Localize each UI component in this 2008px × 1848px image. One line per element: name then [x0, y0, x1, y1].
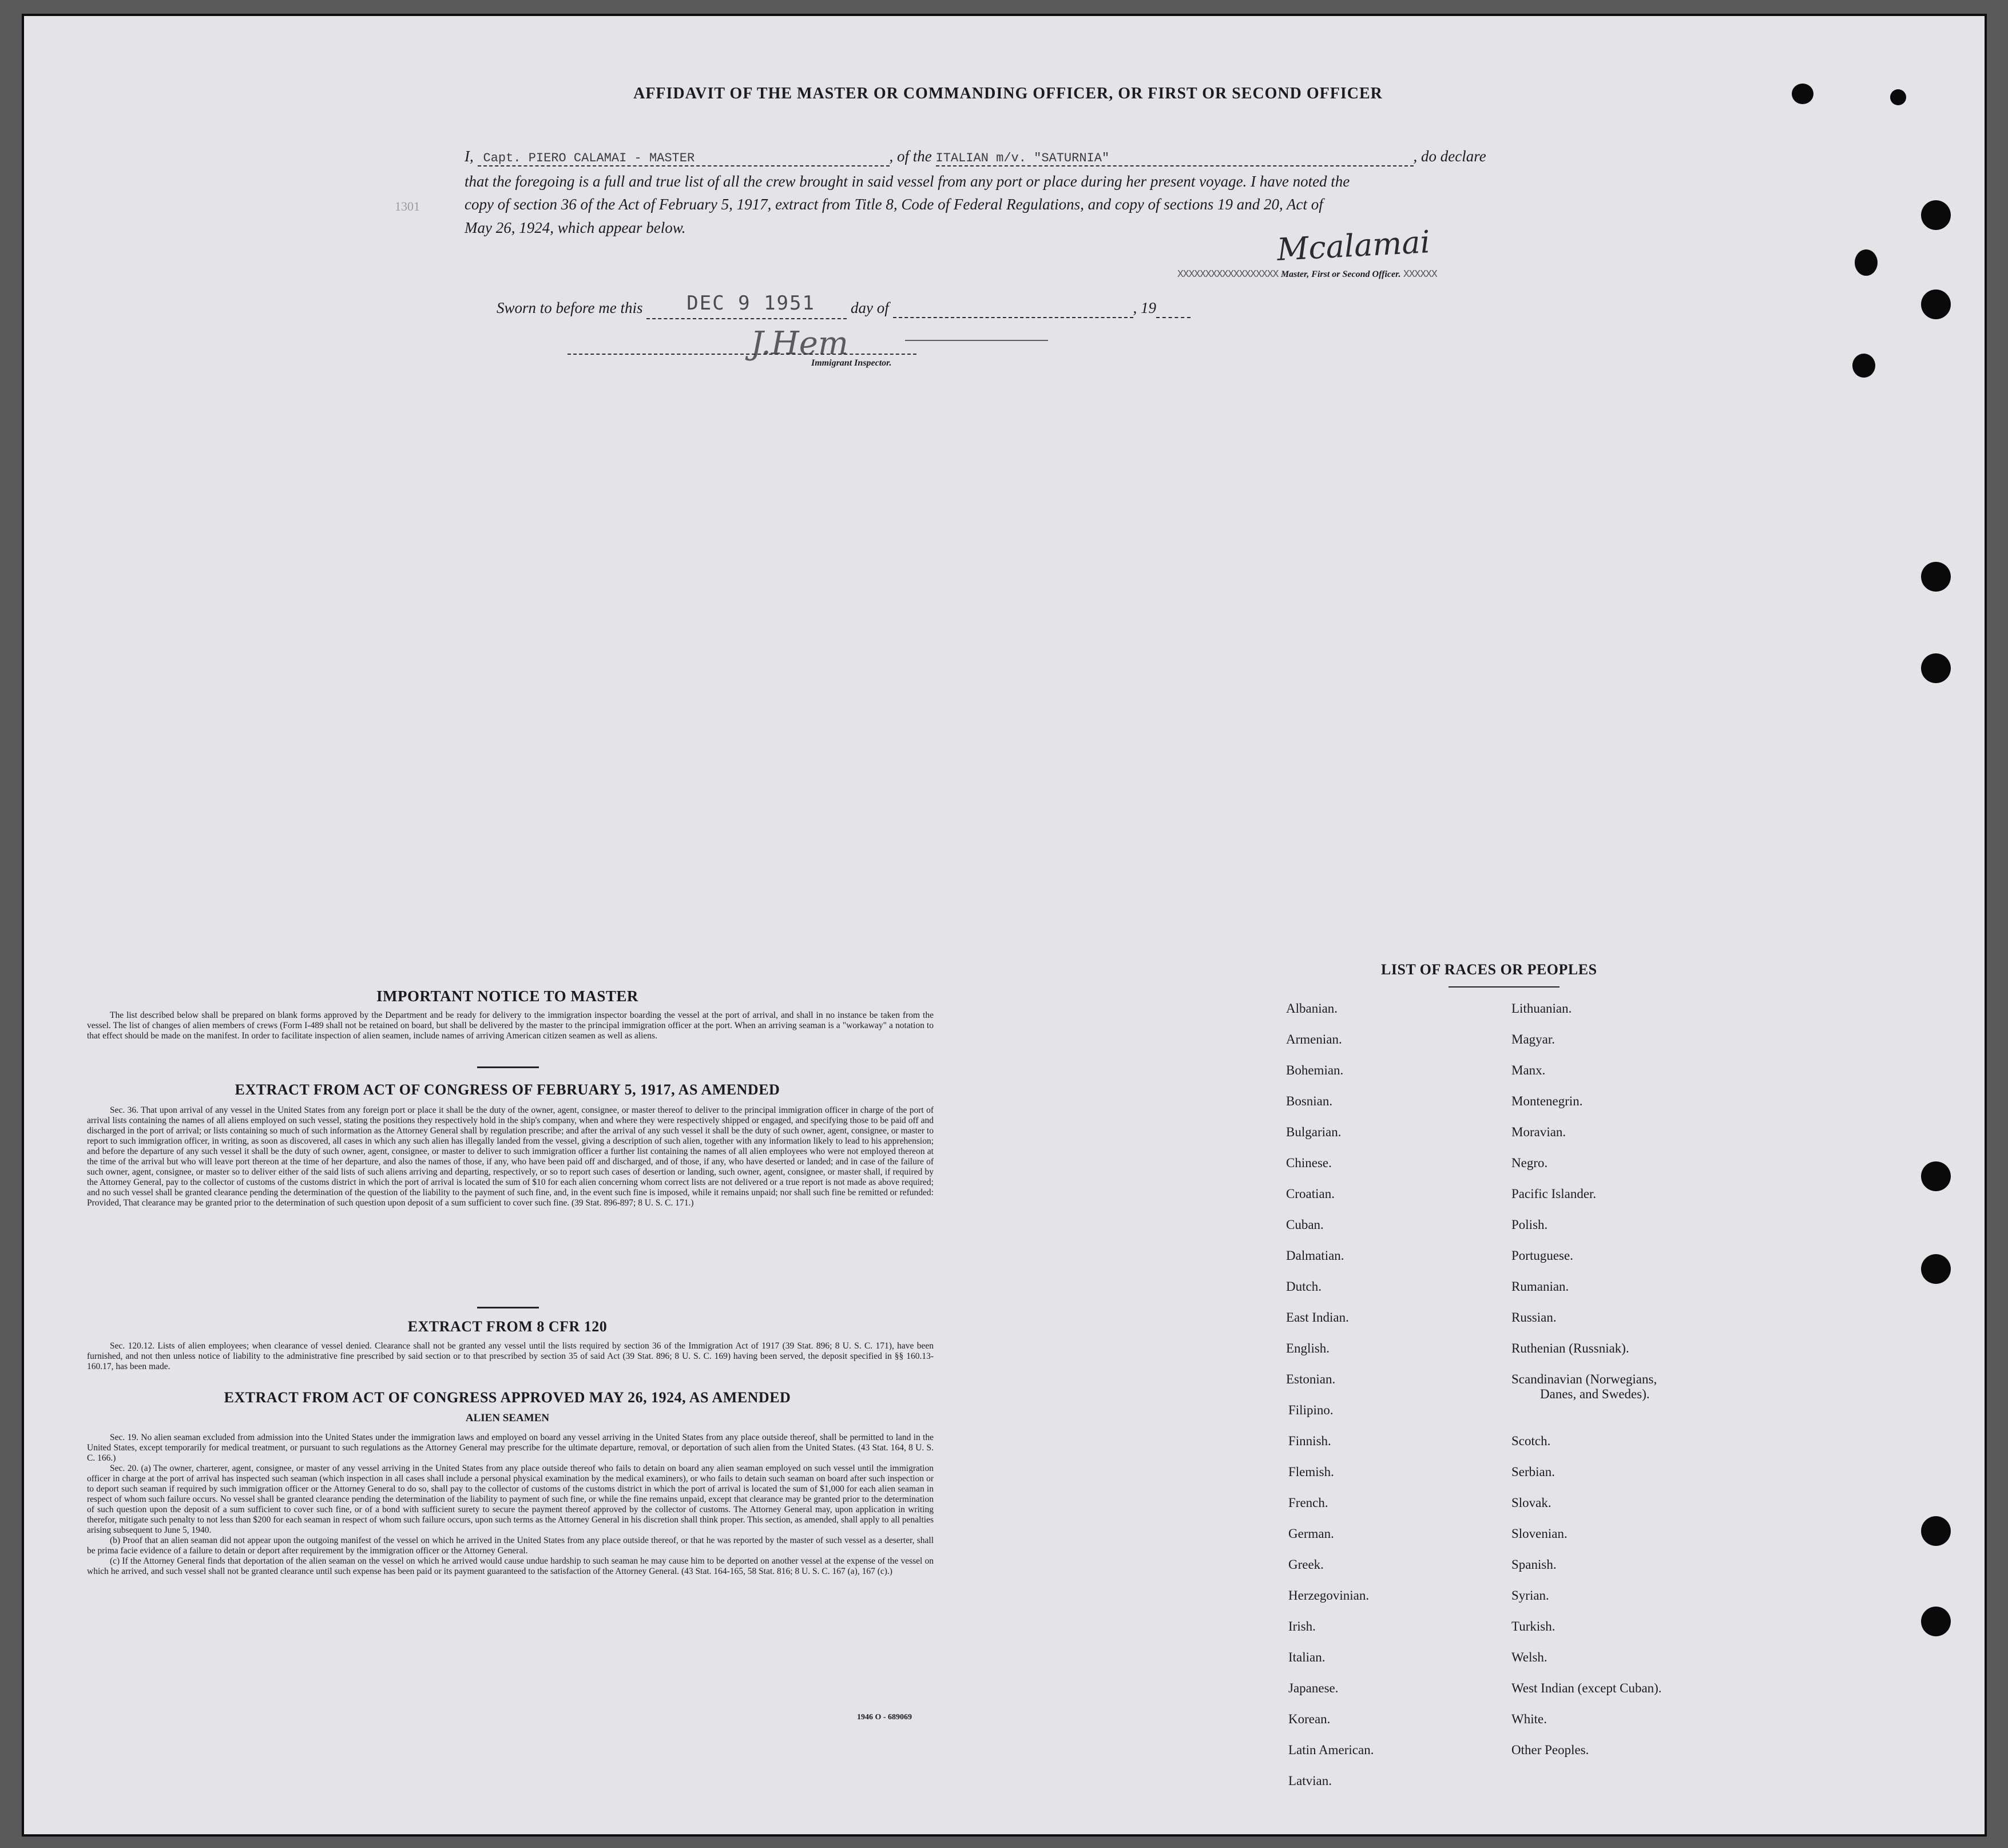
race-item: Japanese. [1288, 1681, 1339, 1695]
race-item: Montenegrin. [1511, 1094, 1583, 1108]
sworn-label: Sworn to before me this [497, 299, 643, 316]
race-item: Chinese. [1286, 1156, 1332, 1170]
master-label: Master, First or Second Officer. [1280, 269, 1401, 279]
affidavit-declaration-line [465, 148, 1585, 166]
race-item: Magyar. [1511, 1032, 1555, 1046]
year-field [1156, 299, 1190, 318]
notice-text: The list described below shall be prepared on blank forms approved by the Department and be ready for delivery to the immigration inspector boarding the vessel at the port of arrival, and shall in no instance be taken from the vessel. The list of changes of alien members of crews (Form I-489 shall not be retained on board, but shall be delivered by the master to the principal immigration officer at the port. When an arriving seaman is a "workaway" a notation to that effect should be made on the manifest. In order to facilitate inspection of alien seamen, include names of arriving American citizen seamen as well as aliens. [87, 1010, 934, 1041]
month-field [893, 299, 1133, 318]
race-item: Russian. [1511, 1310, 1557, 1324]
race-item: Other Peoples. [1511, 1743, 1589, 1757]
race-item: Greek. [1288, 1557, 1324, 1572]
year-label: , 19 [1133, 299, 1156, 316]
extract-8cfr-text: Sec. 120.12. Lists of alien employees; when clearance of vessel denied. Clearance shall not be granted any vessel until the lists required by section 36 of the Immigration Act of 1917 (39 Stat. 896; 8 U. S. C. 171), have been furnished, and not then unless notice of liability to the administrative fine prescribed by said section or to that prescribed by section 35 of said Act (39 Stat. 896; 8 U. S. C. 169) having been served, the deposit specified in §§ 160.13-160.17, has been made. [87, 1341, 934, 1371]
punch-hole [1921, 290, 1951, 319]
section-rule [477, 1307, 539, 1308]
extract-1924-subheading: ALIEN SEAMEN [465, 1412, 550, 1424]
document-page [22, 14, 1987, 1837]
vessel-name-field [936, 148, 1414, 166]
race-item: Turkish. [1511, 1619, 1555, 1633]
races-heading: LIST OF RACES OR PEOPLES [1381, 961, 1597, 978]
race-item: Armenian. [1286, 1032, 1342, 1046]
notice-heading: IMPORTANT NOTICE TO MASTER [376, 988, 638, 1005]
race-item: Finnish. [1288, 1434, 1331, 1448]
race-item: French. [1288, 1496, 1328, 1510]
of-the-label: , of the [889, 148, 932, 165]
race-item: Pacific Islander. [1511, 1187, 1597, 1201]
master-strikeout-tail: XXXXXX [1403, 269, 1437, 280]
affidavit-line-3: copy of section 36 of the Act of February 5, 1917, extract from Title 8, Code of Federal Regulations, and copy of sections 19 and 20, Act of [465, 196, 1323, 213]
master-signature: Mcalamai [1276, 224, 1431, 268]
margin-mark: 1301 [395, 199, 420, 213]
race-item: Rumanian. [1511, 1279, 1569, 1294]
race-item: East Indian. [1286, 1310, 1349, 1324]
punch-hole [1921, 1607, 1951, 1636]
race-item: Irish. [1288, 1619, 1316, 1633]
race-item: Korean. [1288, 1712, 1331, 1726]
section-rule [477, 1066, 539, 1068]
race-item: Latvian. [1288, 1774, 1332, 1788]
punch-hole [1852, 354, 1875, 378]
extract-1924-sec20a: Sec. 20. (a) The owner, charterer, agent, consignee, or master of any vessel arriving in the United States from any place outside thereof who fails to detain on board any alien seaman employed on such vessel until the immigration officer in charge at the port of arrival has inspected such seaman (which inspection in all cases shall include a personal physical examination by the medical examiners), or who fails to detain such seaman on board after such inspection or to deport such seaman if required by such immigration officer or the Attorney General to do so, shall pay to the collector of customs of the customs district in which the port of arrival is located the sum of $1,000 for each alien seaman in respect of whom such failure occurs. No vessel shall be granted clearance pending the determination of the liability to payment of such fine, or while the fine remains unpaid, except that clearance may be granted prior to the determination of such question upon the deposit of a sum sufficient to cover such fine, or of a bond with sufficient surety to secure the payment thereof approved by the collector of customs. The Attorney General may, upon application in writing therefor, mitigate such penalty to not less than $200 for each seaman in respect of whom such failure occurs, upon such terms as the Attorney General in his discretion shall think proper. This section, as amended, shall apply to all penalties arising subsequent to June 5, 1940. [87, 1464, 934, 1535]
master-signature-line [1177, 268, 1566, 280]
punch-hole [1855, 249, 1878, 276]
race-item: Dutch. [1286, 1279, 1322, 1294]
master-strikeout: XXXXXXXXXXXXXXXXXX [1177, 269, 1279, 280]
affidavit-title: AFFIDAVIT OF THE MASTER OR COMMANDING OFFICER, OR FIRST OR SECOND OFFICER [633, 85, 1383, 102]
race-item: Filipino. [1288, 1403, 1334, 1417]
race-item: West Indian (except Cuban). [1511, 1681, 1662, 1695]
race-item: Manx. [1511, 1063, 1546, 1077]
extract-1924-sec20b: (b) Proof that an alien seaman did not appear upon the outgoing manifest of the vessel on which he arrived in the United States from any place outside thereof, or that he was reported by the master of such vessel as a deserter, shall be prima facie evidence of a failure to detain or deport after requirement by the immigration officer or the Attorney General. [87, 1536, 934, 1556]
sworn-line [497, 292, 1297, 319]
race-item: Estonian. [1286, 1372, 1336, 1386]
vessel-name-value: ITALIAN m/v. "SATURNIA" [935, 151, 1110, 165]
extract-1917-text: Sec. 36. That upon arrival of any vessel in the United States from any foreign port or place it shall be the duty of the owner, agent, consignee, or master thereof to deliver to the principal immigration officer in charge of the port of arrival lists containing the names of all aliens employed on such vessel, stating the positions they respectively hold in the ship's company, when and where they were respectively shipped or engaged, and specifying those to be paid off and discharged in the port of arrival; or lists containing so much of such information as the Attorney General shall by regulation prescribe; and after the arrival of any such vessel it shall be the duty of such owner, agent, consignee, or master to report to such immigration officer, in writing, as soon as discovered, all cases in which any such alien has illegally landed from the vessel, giving a description of such alien, together with any information likely to lead to his apprehension; and before the departure of any such vessel it shall be the duty of such owner, agent, consignee, or master to deliver to such immigration officer a further list containing the names of all alien employees who were not employed thereon at the time of the arrival but who will leave port thereon at the time of her departure, and also the names of those, if any, who have been paid off and discharged, and of those, if any, who have deserted or landed; and in case of the failure of such owner, agent, consignee, or master so to deliver either of the said lists of such aliens arriving and departing, respectively, or so to report such cases of desertion or landing, such owner, agent, consignee, or master shall, if required by the Attorney General, pay to the collector of customs of the customs district in which the port of arrival is located the sum of $10 for each alien concerning whom correct lists are not delivered or a true report is not made as above required; and no such vessel shall be granted clearance pending the determination of the question of the liability to the payment of such fine, and, in the event such fine is imposed, while it remains unpaid; nor shall such fine be remitted or refunded: Provided, That clearance may be granted prior to the determination of such question upon deposit of a sum sufficient to cover such fine. (39 Stat. 896-897; 8 U. S. C. 171.) [87, 1105, 934, 1208]
race-item: Ruthenian (Russniak). [1511, 1341, 1629, 1355]
punch-hole [1921, 1161, 1951, 1191]
officer-name-field [478, 148, 890, 166]
day-of-label: day of [851, 299, 889, 316]
race-item: Scandinavian (Norwegians, [1511, 1372, 1657, 1386]
race-item: Polish. [1511, 1218, 1548, 1232]
extract-1924-sec20c: (c) If the Attorney General finds that deportation of the alien seaman on the vessel on which he arrived would cause undue hardship to such seaman he may cause him to be deported on another vessel at the expense of the vessel on which he arrived, and such vessel shall not be granted clearance until such expense has been paid or its payment guaranteed to the satisfaction of the Attorney General. (43 Stat. 164-165, 58 Stat. 816; 8 U. S. C. 167 (a), 167 (c).) [87, 1556, 934, 1576]
extract-1924-heading: EXTRACT FROM ACT OF CONGRESS APPROVED MAY 26, 1924, AS AMENDED [224, 1389, 791, 1406]
punch-hole [1921, 200, 1951, 230]
race-item: Scotch. [1511, 1434, 1551, 1448]
race-item: Serbian. [1511, 1465, 1555, 1479]
inspector-signature-stroke [905, 340, 1048, 341]
race-item: Albanian. [1286, 1001, 1338, 1016]
race-item: Moravian. [1511, 1125, 1566, 1139]
race-item: Bohemian. [1286, 1063, 1344, 1077]
race-item: Spanish. [1511, 1557, 1557, 1572]
officer-name-value: Capt. PIERO CALAMAI - MASTER [483, 151, 695, 165]
race-item: Croatian. [1286, 1187, 1335, 1201]
race-item: Danes, and Swedes). [1540, 1387, 1650, 1401]
race-item: White. [1511, 1712, 1547, 1726]
race-item: Slovenian. [1511, 1526, 1567, 1541]
do-declare-label: , do declare [1413, 148, 1486, 165]
race-item: Bosnian. [1286, 1094, 1333, 1108]
pronoun-label: I, [465, 148, 474, 165]
sworn-date-stamp: DEC 9 1951 [686, 292, 815, 315]
punch-hole [1921, 1516, 1951, 1546]
extract-1917-heading: EXTRACT FROM ACT OF CONGRESS OF FEBRUARY 5, 1917, AS AMENDED [235, 1081, 780, 1098]
race-item: Italian. [1288, 1650, 1326, 1664]
punch-hole [1921, 562, 1951, 592]
inspector-signature: J.Hem [751, 325, 848, 362]
race-item: Syrian. [1511, 1588, 1549, 1603]
race-item: Lithuanian. [1511, 1001, 1572, 1016]
sworn-date-field [646, 292, 847, 319]
races-heading-rule [1449, 986, 1559, 988]
race-item: Cuban. [1286, 1218, 1324, 1232]
affidavit-line-2: that the foregoing is a full and true list of all the crew brought in said vessel from any port or place during her present voyage. I have noted the [465, 173, 1350, 190]
race-item: Latin American. [1288, 1743, 1374, 1757]
punch-hole [1921, 653, 1951, 683]
race-item: Herzegovinian. [1288, 1588, 1370, 1603]
race-item: Slovak. [1511, 1496, 1551, 1510]
race-item: Flemish. [1288, 1465, 1334, 1479]
race-item: German. [1288, 1526, 1334, 1541]
punch-hole [1921, 1254, 1951, 1284]
race-item: Portuguese. [1511, 1248, 1573, 1263]
race-item: Dalmatian. [1286, 1248, 1344, 1263]
race-item: Welsh. [1511, 1650, 1547, 1664]
extract-1924-body [87, 1433, 934, 1577]
race-item: Negro. [1511, 1156, 1548, 1170]
race-item: Bulgarian. [1286, 1125, 1342, 1139]
affidavit-line-4: May 26, 1924, which appear below. [465, 219, 686, 236]
extract-1924-sec19: Sec. 19. No alien seaman excluded from admission into the United States under the immigration laws and employed on board any vessel arriving in the United States from any place outside thereof, shall be permitted to land in the United States, except temporarily for medical treatment, or pursuant to such regulations as the Attorney General may prescribe for the ultimate departure, removal, or deportation of such alien from the United States. (43 Stat. 164, 8 U. S. C. 166.) [87, 1433, 934, 1463]
race-item: English. [1286, 1341, 1330, 1355]
print-code: 1946 O - 689069 [857, 1713, 912, 1722]
inspector-signature-line [568, 354, 916, 355]
inspector-label: Immigrant Inspector. [811, 358, 892, 368]
extract-8cfr-heading: EXTRACT FROM 8 CFR 120 [407, 1318, 608, 1335]
